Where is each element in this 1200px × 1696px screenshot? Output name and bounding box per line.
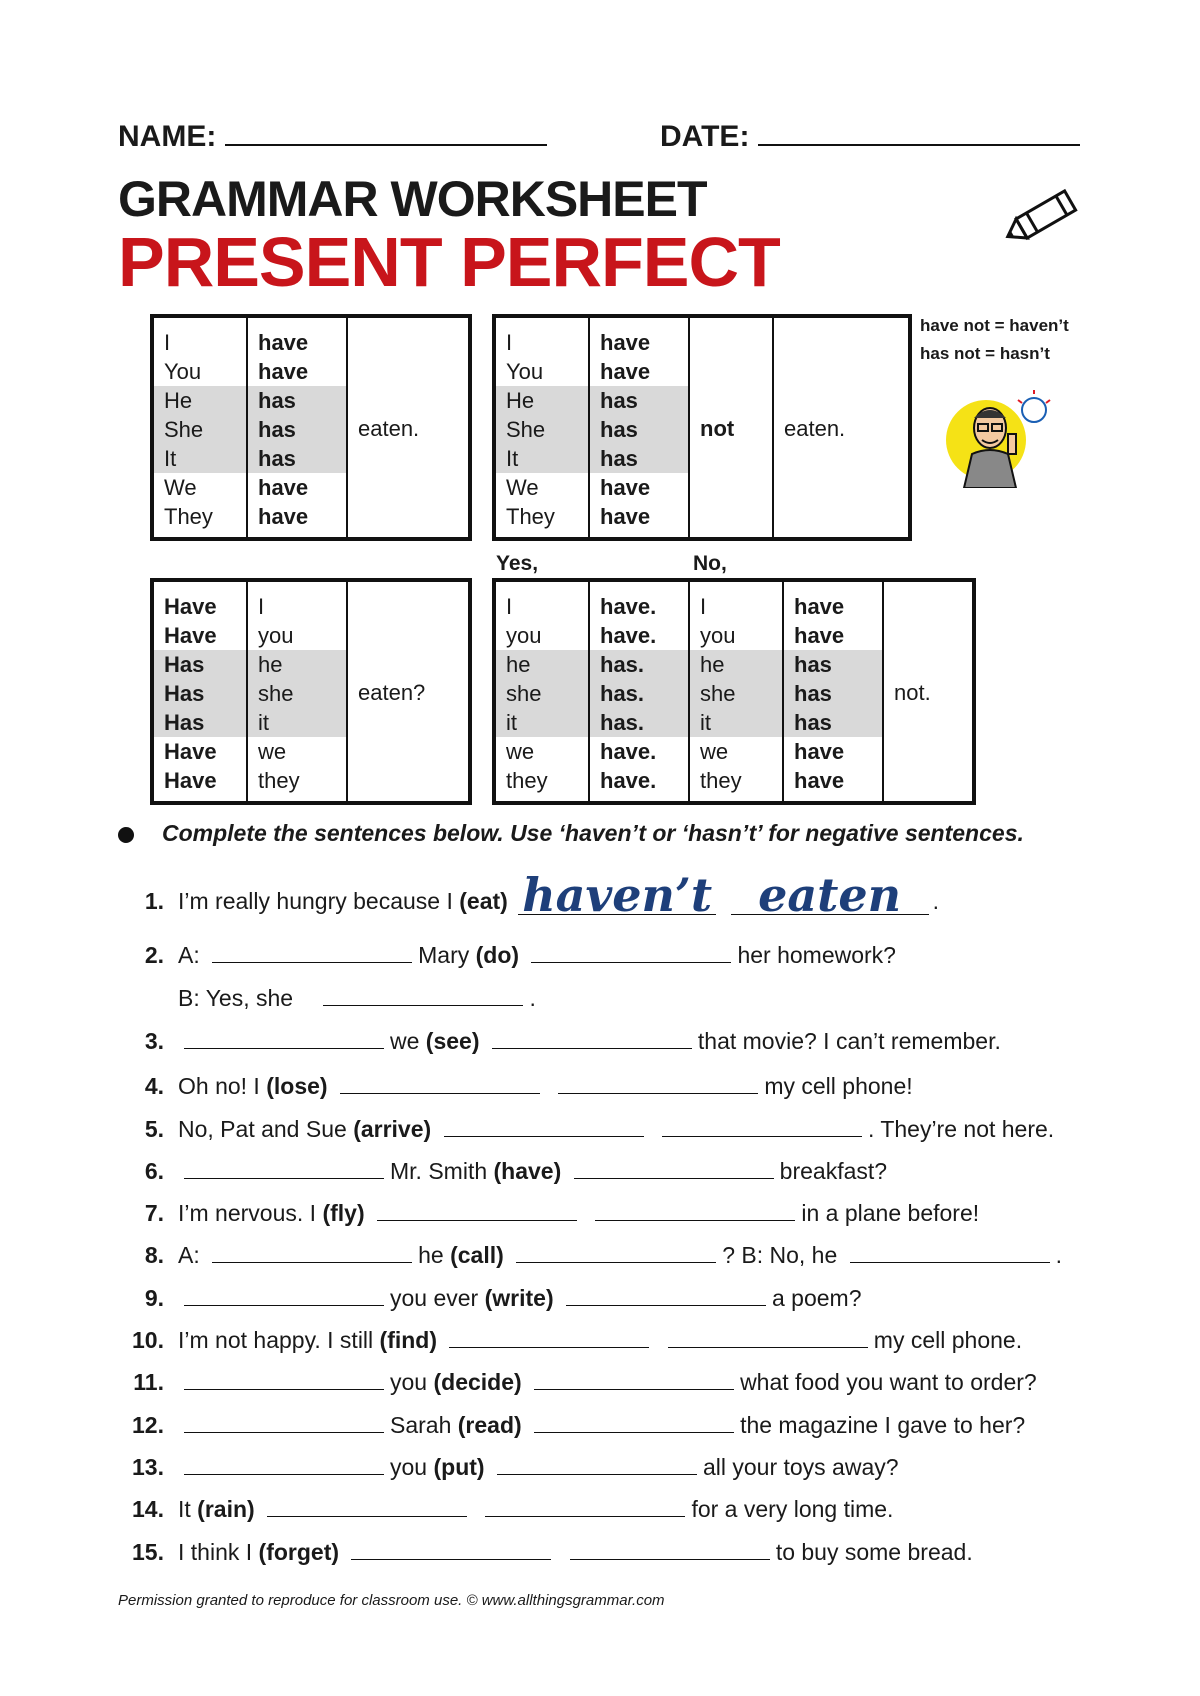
auxiliary-cell: has <box>784 679 882 708</box>
subject-cell: he <box>248 650 346 679</box>
answer-blank[interactable] <box>351 1555 551 1560</box>
subject-cell: we <box>700 739 729 764</box>
question-11 <box>112 1369 1092 1396</box>
question-number: 3. <box>144 1028 164 1054</box>
contraction-note <box>920 312 1069 368</box>
verb-prompt: (see) <box>425 1028 480 1054</box>
question-number: 6. <box>144 1158 164 1184</box>
auxiliary-cell: have. <box>600 594 657 619</box>
instruction <box>118 820 1024 847</box>
auxiliary-cell: Have <box>164 623 217 648</box>
answer-blank[interactable] <box>534 1428 734 1433</box>
answer-blank[interactable] <box>377 1216 577 1221</box>
auxiliary-cell: Has <box>154 708 246 737</box>
question-text: Oh no! I <box>178 1073 260 1099</box>
answer-blank[interactable] <box>449 1343 649 1348</box>
auxiliary-cell: has <box>590 386 688 415</box>
answer-blank[interactable] <box>267 1512 467 1517</box>
answer-blank[interactable] <box>340 1089 540 1094</box>
question-text: Mary <box>418 942 470 968</box>
question-text: you <box>390 1369 428 1395</box>
participle-cell: eaten. <box>773 316 910 539</box>
subject-cell: we <box>258 739 287 764</box>
answer-blank[interactable] <box>184 1470 384 1475</box>
question-text: I’m really hungry because I <box>178 888 453 914</box>
answer-blank[interactable] <box>850 1258 1050 1263</box>
question-text: I think I <box>178 1539 253 1565</box>
auxiliary-cell: have. <box>600 739 657 764</box>
negative-table <box>492 314 912 541</box>
name-label: NAME: <box>118 120 217 153</box>
answer-blank[interactable] <box>595 1216 795 1221</box>
answer-blank[interactable] <box>184 1174 384 1179</box>
question-text: I’m nervous. I <box>178 1200 317 1226</box>
subject-cell: it <box>690 708 782 737</box>
question-12 <box>112 1412 1092 1439</box>
not-cell: not <box>689 316 773 539</box>
subject-cell: he <box>496 650 588 679</box>
auxiliary-cell: have <box>600 330 651 355</box>
question-15 <box>112 1539 1092 1566</box>
subject-cell: I <box>700 594 707 619</box>
auxiliary-cell: have <box>258 504 309 529</box>
verb-prompt: (put) <box>433 1454 485 1480</box>
subject-cell: you <box>700 623 736 648</box>
question-13 <box>112 1454 1092 1481</box>
bullet-icon <box>118 827 134 843</box>
handwritten-answer: haven’t <box>522 868 713 922</box>
question-5 <box>112 1116 1092 1143</box>
participle-cell: eaten? <box>347 580 470 803</box>
answer-blank[interactable] <box>184 1385 384 1390</box>
question-6 <box>112 1158 1092 1185</box>
question-text: It <box>178 1496 191 1522</box>
auxiliary-cell: have. <box>600 623 657 648</box>
affirmative-table <box>150 314 472 541</box>
subject-cell: he <box>690 650 782 679</box>
auxiliary-cell: has <box>248 386 346 415</box>
answer-blank[interactable] <box>662 1132 862 1137</box>
subject-cell: You <box>506 359 544 384</box>
subject-cell: They <box>164 504 213 529</box>
verb-prompt: (arrive) <box>353 1116 432 1142</box>
verb-prompt: (write) <box>484 1285 554 1311</box>
question-9 <box>112 1285 1092 1312</box>
footer-copyright: Permission granted to reproduce for classroom use. © www.allthingsgrammar.com <box>118 1592 665 1609</box>
name-line[interactable] <box>225 144 547 146</box>
subject-cell: you <box>258 623 294 648</box>
question-text: you <box>390 1454 428 1480</box>
question-end: all your toys away? <box>702 1454 899 1480</box>
question-1 <box>112 868 1092 922</box>
note-line-1: have not = haven’t <box>920 316 1069 335</box>
question-number: 5. <box>144 1116 164 1142</box>
subject-cell: We <box>506 475 539 500</box>
subject-cell: they <box>506 768 548 793</box>
question-text: he <box>418 1242 444 1268</box>
question-number: 11. <box>133 1369 164 1395</box>
question-10 <box>112 1327 1092 1354</box>
yes-label: Yes, <box>496 552 539 575</box>
auxiliary-cell: has <box>784 650 882 679</box>
subject-cell: She <box>496 415 588 444</box>
date-label: DATE: <box>660 120 750 153</box>
question-end: . <box>529 985 536 1011</box>
question-end: breakfast? <box>779 1158 888 1184</box>
subject-cell: We <box>164 475 197 500</box>
question-8 <box>112 1242 1092 1269</box>
question-end: . <box>932 888 939 914</box>
answer-blank[interactable] <box>731 868 929 922</box>
verb-prompt: (have) <box>493 1158 562 1184</box>
answer-blank[interactable] <box>516 1258 716 1263</box>
answer-blank[interactable] <box>566 1301 766 1306</box>
verb-prompt: (read) <box>457 1412 522 1438</box>
auxiliary-cell: have <box>794 739 845 764</box>
topic-title: PRESENT PERFECT <box>118 223 780 301</box>
question-end: for a very long time. <box>691 1496 894 1522</box>
question-number: 12. <box>132 1412 164 1438</box>
auxiliary-cell: have <box>600 504 651 529</box>
answer-blank[interactable] <box>184 1428 384 1433</box>
subject-cell: He <box>154 386 246 415</box>
auxiliary-cell: Have <box>164 739 217 764</box>
auxiliary-cell: has <box>784 708 882 737</box>
auxiliary-cell: has. <box>590 650 688 679</box>
auxiliary-cell: have <box>258 359 309 384</box>
question-number: 15. <box>132 1539 164 1565</box>
subject-cell: she <box>690 679 782 708</box>
answer-blank[interactable] <box>184 1044 384 1049</box>
short-answer-table <box>492 578 976 805</box>
question-3 <box>112 1028 1092 1055</box>
verb-prompt: (lose) <box>266 1073 328 1099</box>
auxiliary-cell: has <box>590 444 688 473</box>
auxiliary-cell: has <box>248 415 346 444</box>
answer-blank[interactable] <box>485 1512 685 1517</box>
question-number: 10. <box>132 1327 164 1353</box>
answer-blank[interactable] <box>323 1001 523 1006</box>
verb-prompt: (call) <box>450 1242 504 1268</box>
subject-cell: they <box>700 768 742 793</box>
question-text: ? B: No, he <box>722 1242 838 1268</box>
subject-cell: It <box>154 444 246 473</box>
speaker-label: B: Yes, she <box>178 985 294 1011</box>
question-2 <box>112 942 1092 969</box>
verb-prompt: (rain) <box>197 1496 255 1522</box>
answer-blank[interactable] <box>558 1089 758 1094</box>
question-7 <box>112 1200 1092 1227</box>
subject-cell: It <box>496 444 588 473</box>
question-14 <box>112 1496 1092 1523</box>
subject-cell: it <box>248 708 346 737</box>
question-number: 7. <box>144 1200 164 1226</box>
pencil-icon <box>1000 180 1090 250</box>
question-text: Mr. Smith <box>390 1158 488 1184</box>
question-end: the magazine I gave to her? <box>740 1412 1026 1438</box>
name-field <box>118 120 547 154</box>
instruction-text: Complete the sentences below. Use ‘haven’t or ‘hasn’t’ for negative sentences. <box>162 820 1024 846</box>
question-text: I’m not happy. I still <box>178 1327 374 1353</box>
question-text: we <box>390 1028 420 1054</box>
auxiliary-cell: have <box>794 623 845 648</box>
question-end: my cell phone. <box>873 1327 1023 1353</box>
question-number: 4. <box>144 1073 164 1099</box>
verb-prompt: (eat) <box>459 888 508 914</box>
auxiliary-cell: have <box>794 594 845 619</box>
question-number: 13. <box>132 1454 164 1480</box>
note-line-2: has not = hasn’t <box>920 344 1050 363</box>
answer-blank[interactable] <box>518 868 716 922</box>
auxiliary-cell: has <box>590 415 688 444</box>
question-end: a poem? <box>772 1285 862 1311</box>
auxiliary-cell: have <box>794 768 845 793</box>
auxiliary-cell: have <box>600 475 651 500</box>
question-end: my cell phone! <box>764 1073 913 1099</box>
question-end: that movie? I can’t remember. <box>697 1028 1001 1054</box>
auxiliary-cell: Has <box>154 679 246 708</box>
question-text: Sarah <box>390 1412 452 1438</box>
question-4 <box>112 1073 1092 1100</box>
question-text: you ever <box>390 1285 479 1311</box>
question-number: 2. <box>144 942 164 968</box>
verb-prompt: (find) <box>379 1327 438 1353</box>
participle-cell: eaten. <box>347 316 470 539</box>
worksheet-title: GRAMMAR WORKSHEET <box>118 171 707 227</box>
subject-cell: I <box>164 330 171 355</box>
answer-blank[interactable] <box>212 1258 412 1263</box>
subject-cell: I <box>506 594 513 619</box>
answer-blank[interactable] <box>212 958 412 963</box>
handwritten-answer: eaten <box>758 868 902 922</box>
question-number: 14. <box>132 1496 164 1522</box>
auxiliary-cell: have <box>600 359 651 384</box>
question-end: in a plane before! <box>801 1200 980 1226</box>
verb-prompt: (decide) <box>433 1369 522 1395</box>
answer-blank[interactable] <box>668 1343 868 1348</box>
subject-cell: we <box>506 739 535 764</box>
answer-blank[interactable] <box>492 1044 692 1049</box>
subject-cell: she <box>496 679 588 708</box>
subject-cell: He <box>496 386 588 415</box>
question-end: what food you want to order? <box>740 1369 1037 1395</box>
auxiliary-cell: have <box>258 475 309 500</box>
question-end: . They’re not here. <box>867 1116 1055 1142</box>
answer-blank[interactable] <box>534 1385 734 1390</box>
verb-prompt: (forget) <box>258 1539 340 1565</box>
subject-cell: I <box>258 594 265 619</box>
auxiliary-cell: Has <box>154 650 246 679</box>
verb-prompt: (do) <box>475 942 520 968</box>
auxiliary-cell: Have <box>164 594 217 619</box>
question-text: No, Pat and Sue <box>178 1116 347 1142</box>
auxiliary-cell: Have <box>164 768 217 793</box>
speaker-label: A: <box>178 1242 200 1268</box>
question-table <box>150 578 472 805</box>
answer-blank[interactable] <box>497 1470 697 1475</box>
question-number: 1. <box>144 888 164 914</box>
question-end: . <box>1055 1242 1063 1268</box>
auxiliary-cell: has. <box>590 679 688 708</box>
answer-blank[interactable] <box>184 1301 384 1306</box>
question-end: her homework? <box>737 942 896 968</box>
auxiliary-cell: has <box>248 444 346 473</box>
answer-blank[interactable] <box>574 1174 774 1179</box>
subject-cell: I <box>506 330 513 355</box>
subject-cell: you <box>506 623 542 648</box>
subject-cell: they <box>258 768 300 793</box>
answer-blank[interactable] <box>444 1132 644 1137</box>
date-field <box>660 120 1080 154</box>
question-number: 9. <box>144 1285 164 1311</box>
question-2-answer <box>112 985 1092 1012</box>
no-label: No, <box>693 552 727 575</box>
not-cell: not. <box>883 580 974 803</box>
verb-prompt: (fly) <box>322 1200 365 1226</box>
subject-cell: You <box>164 359 202 384</box>
date-line[interactable] <box>758 144 1080 146</box>
subject-cell: it <box>496 708 588 737</box>
auxiliary-cell: have <box>258 330 309 355</box>
question-number: 8. <box>144 1242 164 1268</box>
subject-cell: She <box>154 415 246 444</box>
speaker-label: A: <box>178 942 200 968</box>
answer-blank[interactable] <box>531 958 731 963</box>
auxiliary-cell: have. <box>600 768 657 793</box>
subject-cell: They <box>506 504 555 529</box>
subject-cell: she <box>248 679 346 708</box>
answer-blank[interactable] <box>570 1555 770 1560</box>
question-end: to buy some bread. <box>775 1539 973 1565</box>
teacher-idea-icon <box>946 388 1056 488</box>
auxiliary-cell: has. <box>590 708 688 737</box>
